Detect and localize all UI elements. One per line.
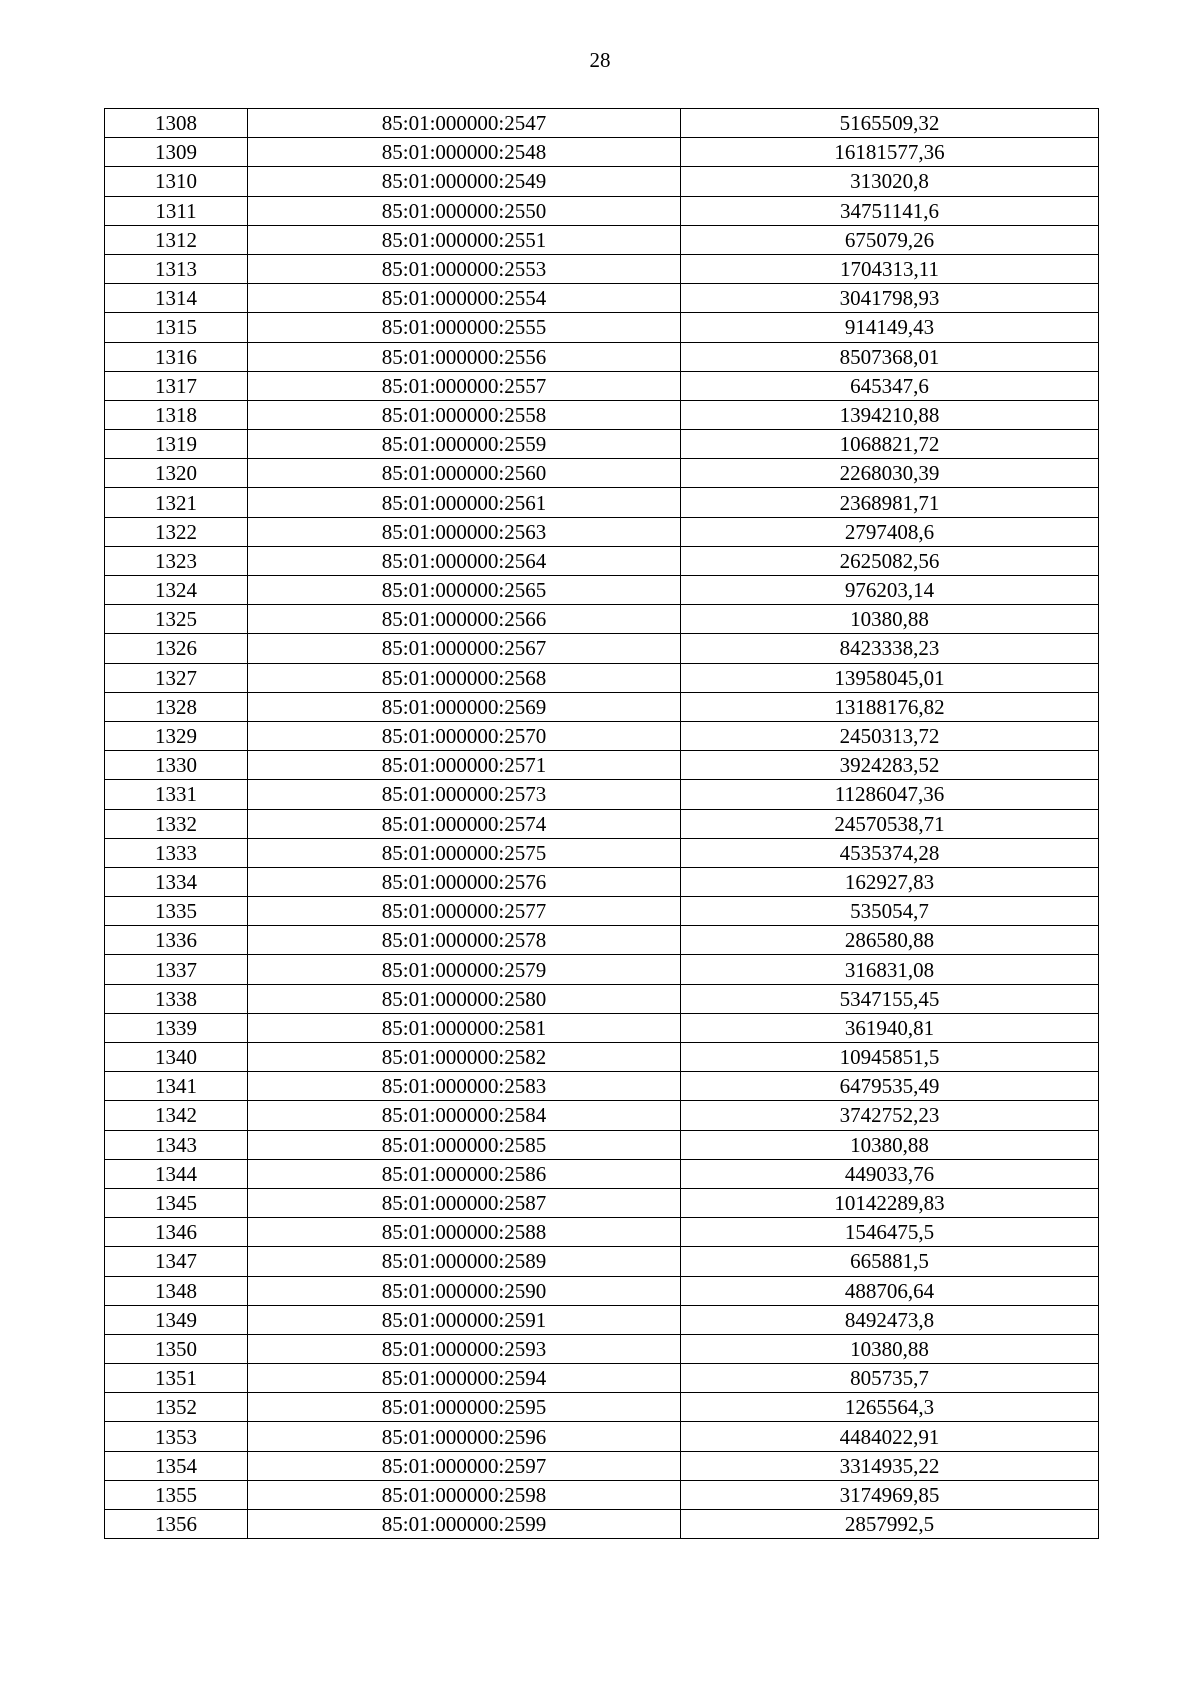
row-number-cell: 1354 [105, 1451, 248, 1480]
cadastral-number-cell: 85:01:000000:2550 [248, 196, 681, 225]
value-cell: 4484022,91 [681, 1422, 1099, 1451]
cadastral-number-cell: 85:01:000000:2579 [248, 955, 681, 984]
table-row [105, 225, 1099, 254]
row-number-cell: 1344 [105, 1159, 248, 1188]
table-row [105, 459, 1099, 488]
table-row [105, 838, 1099, 867]
table-row [105, 167, 1099, 196]
value-cell: 5347155,45 [681, 984, 1099, 1013]
row-number-cell: 1313 [105, 254, 248, 283]
table-row [105, 984, 1099, 1013]
table-row [105, 1364, 1099, 1393]
row-number-cell: 1309 [105, 138, 248, 167]
table-row [105, 254, 1099, 283]
cadastral-number-cell: 85:01:000000:2578 [248, 926, 681, 955]
cadastral-number-cell: 85:01:000000:2551 [248, 225, 681, 254]
cadastral-number-cell: 85:01:000000:2590 [248, 1276, 681, 1305]
row-number-cell: 1330 [105, 751, 248, 780]
cadastral-number-cell: 85:01:000000:2588 [248, 1218, 681, 1247]
row-number-cell: 1326 [105, 634, 248, 663]
cadastral-number-cell: 85:01:000000:2549 [248, 167, 681, 196]
row-number-cell: 1340 [105, 1043, 248, 1072]
row-number-cell: 1328 [105, 692, 248, 721]
table-row [105, 517, 1099, 546]
row-number-cell: 1334 [105, 867, 248, 896]
value-cell: 361940,81 [681, 1013, 1099, 1042]
table-row [105, 1247, 1099, 1276]
cadastral-number-cell: 85:01:000000:2583 [248, 1072, 681, 1101]
row-number-cell: 1343 [105, 1130, 248, 1159]
cadastral-number-cell: 85:01:000000:2586 [248, 1159, 681, 1188]
value-cell: 286580,88 [681, 926, 1099, 955]
cadastral-number-cell: 85:01:000000:2570 [248, 721, 681, 750]
value-cell: 3041798,93 [681, 284, 1099, 313]
cadastral-value-table [104, 108, 1099, 1539]
row-number-cell: 1348 [105, 1276, 248, 1305]
value-cell: 313020,8 [681, 167, 1099, 196]
value-cell: 1546475,5 [681, 1218, 1099, 1247]
value-cell: 24570538,71 [681, 809, 1099, 838]
cadastral-number-cell: 85:01:000000:2573 [248, 780, 681, 809]
value-cell: 488706,64 [681, 1276, 1099, 1305]
cadastral-number-cell: 85:01:000000:2548 [248, 138, 681, 167]
row-number-cell: 1318 [105, 400, 248, 429]
row-number-cell: 1339 [105, 1013, 248, 1042]
table-row [105, 1510, 1099, 1539]
table-row [105, 897, 1099, 926]
table-row [105, 284, 1099, 313]
row-number-cell: 1327 [105, 663, 248, 692]
cadastral-number-cell: 85:01:000000:2563 [248, 517, 681, 546]
cadastral-number-cell: 85:01:000000:2585 [248, 1130, 681, 1159]
cadastral-number-cell: 85:01:000000:2566 [248, 605, 681, 634]
cadastral-number-cell: 85:01:000000:2560 [248, 459, 681, 488]
table-row [105, 1218, 1099, 1247]
table-row [105, 1451, 1099, 1480]
cadastral-number-cell: 85:01:000000:2557 [248, 371, 681, 400]
value-cell: 1704313,11 [681, 254, 1099, 283]
table-row [105, 109, 1099, 138]
cadastral-number-cell: 85:01:000000:2581 [248, 1013, 681, 1042]
table-row [105, 751, 1099, 780]
table-row [105, 576, 1099, 605]
row-number-cell: 1311 [105, 196, 248, 225]
cadastral-number-cell: 85:01:000000:2559 [248, 430, 681, 459]
table-row [105, 1159, 1099, 1188]
cadastral-number-cell: 85:01:000000:2558 [248, 400, 681, 429]
cadastral-number-cell: 85:01:000000:2547 [248, 109, 681, 138]
table-row [105, 605, 1099, 634]
row-number-cell: 1331 [105, 780, 248, 809]
value-cell: 976203,14 [681, 576, 1099, 605]
cadastral-number-cell: 85:01:000000:2597 [248, 1451, 681, 1480]
value-cell: 2797408,6 [681, 517, 1099, 546]
value-cell: 10945851,5 [681, 1043, 1099, 1072]
table-row [105, 721, 1099, 750]
cadastral-number-cell: 85:01:000000:2587 [248, 1188, 681, 1217]
table-row [105, 313, 1099, 342]
value-cell: 1068821,72 [681, 430, 1099, 459]
cadastral-number-cell: 85:01:000000:2568 [248, 663, 681, 692]
table-row [105, 488, 1099, 517]
value-cell: 8423338,23 [681, 634, 1099, 663]
cadastral-number-cell: 85:01:000000:2596 [248, 1422, 681, 1451]
cadastral-number-cell: 85:01:000000:2565 [248, 576, 681, 605]
cadastral-number-cell: 85:01:000000:2594 [248, 1364, 681, 1393]
value-cell: 665881,5 [681, 1247, 1099, 1276]
value-cell: 3742752,23 [681, 1101, 1099, 1130]
row-number-cell: 1316 [105, 342, 248, 371]
row-number-cell: 1310 [105, 167, 248, 196]
table-row [105, 1130, 1099, 1159]
table-row [105, 400, 1099, 429]
value-cell: 316831,08 [681, 955, 1099, 984]
cadastral-number-cell: 85:01:000000:2569 [248, 692, 681, 721]
cadastral-number-cell: 85:01:000000:2584 [248, 1101, 681, 1130]
cadastral-number-cell: 85:01:000000:2555 [248, 313, 681, 342]
page-number: 28 [589, 48, 611, 72]
row-number-cell: 1355 [105, 1480, 248, 1509]
table-row [105, 634, 1099, 663]
table-row [105, 1393, 1099, 1422]
cadastral-number-cell: 85:01:000000:2582 [248, 1043, 681, 1072]
value-cell: 10380,88 [681, 1130, 1099, 1159]
row-number-cell: 1336 [105, 926, 248, 955]
value-cell: 5165509,32 [681, 109, 1099, 138]
value-cell: 535054,7 [681, 897, 1099, 926]
row-number-cell: 1325 [105, 605, 248, 634]
cadastral-number-cell: 85:01:000000:2556 [248, 342, 681, 371]
row-number-cell: 1347 [105, 1247, 248, 1276]
cadastral-number-cell: 85:01:000000:2574 [248, 809, 681, 838]
row-number-cell: 1356 [105, 1510, 248, 1539]
cadastral-number-cell: 85:01:000000:2554 [248, 284, 681, 313]
value-cell: 8507368,01 [681, 342, 1099, 371]
table-row [105, 926, 1099, 955]
row-number-cell: 1323 [105, 546, 248, 575]
table-row [105, 1276, 1099, 1305]
cadastral-number-cell: 85:01:000000:2589 [248, 1247, 681, 1276]
cadastral-number-cell: 85:01:000000:2593 [248, 1334, 681, 1363]
table-row [105, 546, 1099, 575]
value-cell: 162927,83 [681, 867, 1099, 896]
table-body [105, 109, 1099, 1539]
row-number-cell: 1350 [105, 1334, 248, 1363]
row-number-cell: 1324 [105, 576, 248, 605]
value-cell: 3174969,85 [681, 1480, 1099, 1509]
value-cell: 449033,76 [681, 1159, 1099, 1188]
row-number-cell: 1335 [105, 897, 248, 926]
cadastral-number-cell: 85:01:000000:2599 [248, 1510, 681, 1539]
value-cell: 805735,7 [681, 1364, 1099, 1393]
row-number-cell: 1312 [105, 225, 248, 254]
row-number-cell: 1319 [105, 430, 248, 459]
value-cell: 1265564,3 [681, 1393, 1099, 1422]
cadastral-number-cell: 85:01:000000:2580 [248, 984, 681, 1013]
value-cell: 3924283,52 [681, 751, 1099, 780]
cadastral-number-cell: 85:01:000000:2571 [248, 751, 681, 780]
cadastral-number-cell: 85:01:000000:2561 [248, 488, 681, 517]
value-cell: 2857992,5 [681, 1510, 1099, 1539]
table-row [105, 371, 1099, 400]
cadastral-number-cell: 85:01:000000:2598 [248, 1480, 681, 1509]
value-cell: 1394210,88 [681, 400, 1099, 429]
row-number-cell: 1352 [105, 1393, 248, 1422]
table-row [105, 780, 1099, 809]
value-cell: 675079,26 [681, 225, 1099, 254]
table-row [105, 663, 1099, 692]
row-number-cell: 1320 [105, 459, 248, 488]
cadastral-number-cell: 85:01:000000:2567 [248, 634, 681, 663]
value-cell: 11286047,36 [681, 780, 1099, 809]
row-number-cell: 1351 [105, 1364, 248, 1393]
table-row [105, 867, 1099, 896]
row-number-cell: 1353 [105, 1422, 248, 1451]
table-row [105, 1305, 1099, 1334]
value-cell: 4535374,28 [681, 838, 1099, 867]
cadastral-number-cell: 85:01:000000:2577 [248, 897, 681, 926]
table-row [105, 692, 1099, 721]
table-row [105, 342, 1099, 371]
row-number-cell: 1345 [105, 1188, 248, 1217]
table-row [105, 196, 1099, 225]
row-number-cell: 1341 [105, 1072, 248, 1101]
row-number-cell: 1317 [105, 371, 248, 400]
table-row [105, 1101, 1099, 1130]
table-row [105, 1013, 1099, 1042]
table-row [105, 1480, 1099, 1509]
table-row [105, 1422, 1099, 1451]
row-number-cell: 1338 [105, 984, 248, 1013]
cadastral-number-cell: 85:01:000000:2595 [248, 1393, 681, 1422]
value-cell: 10142289,83 [681, 1188, 1099, 1217]
row-number-cell: 1349 [105, 1305, 248, 1334]
row-number-cell: 1315 [105, 313, 248, 342]
row-number-cell: 1321 [105, 488, 248, 517]
row-number-cell: 1332 [105, 809, 248, 838]
row-number-cell: 1322 [105, 517, 248, 546]
value-cell: 2368981,71 [681, 488, 1099, 517]
value-cell: 16181577,36 [681, 138, 1099, 167]
table-row [105, 430, 1099, 459]
table-row [105, 1072, 1099, 1101]
table-row [105, 809, 1099, 838]
row-number-cell: 1346 [105, 1218, 248, 1247]
value-cell: 8492473,8 [681, 1305, 1099, 1334]
cadastral-number-cell: 85:01:000000:2576 [248, 867, 681, 896]
value-cell: 3314935,22 [681, 1451, 1099, 1480]
cadastral-number-cell: 85:01:000000:2591 [248, 1305, 681, 1334]
table-row [105, 1188, 1099, 1217]
value-cell: 2450313,72 [681, 721, 1099, 750]
value-cell: 2268030,39 [681, 459, 1099, 488]
table-row [105, 138, 1099, 167]
value-cell: 6479535,49 [681, 1072, 1099, 1101]
value-cell: 10380,88 [681, 1334, 1099, 1363]
table-row [105, 1334, 1099, 1363]
value-cell: 34751141,6 [681, 196, 1099, 225]
row-number-cell: 1333 [105, 838, 248, 867]
cadastral-number-cell: 85:01:000000:2553 [248, 254, 681, 283]
value-cell: 13188176,82 [681, 692, 1099, 721]
value-cell: 10380,88 [681, 605, 1099, 634]
value-cell: 645347,6 [681, 371, 1099, 400]
value-cell: 914149,43 [681, 313, 1099, 342]
cadastral-number-cell: 85:01:000000:2564 [248, 546, 681, 575]
cadastral-number-cell: 85:01:000000:2575 [248, 838, 681, 867]
row-number-cell: 1337 [105, 955, 248, 984]
table-row [105, 955, 1099, 984]
value-cell: 13958045,01 [681, 663, 1099, 692]
row-number-cell: 1308 [105, 109, 248, 138]
row-number-cell: 1314 [105, 284, 248, 313]
table-row [105, 1043, 1099, 1072]
row-number-cell: 1342 [105, 1101, 248, 1130]
value-cell: 2625082,56 [681, 546, 1099, 575]
row-number-cell: 1329 [105, 721, 248, 750]
